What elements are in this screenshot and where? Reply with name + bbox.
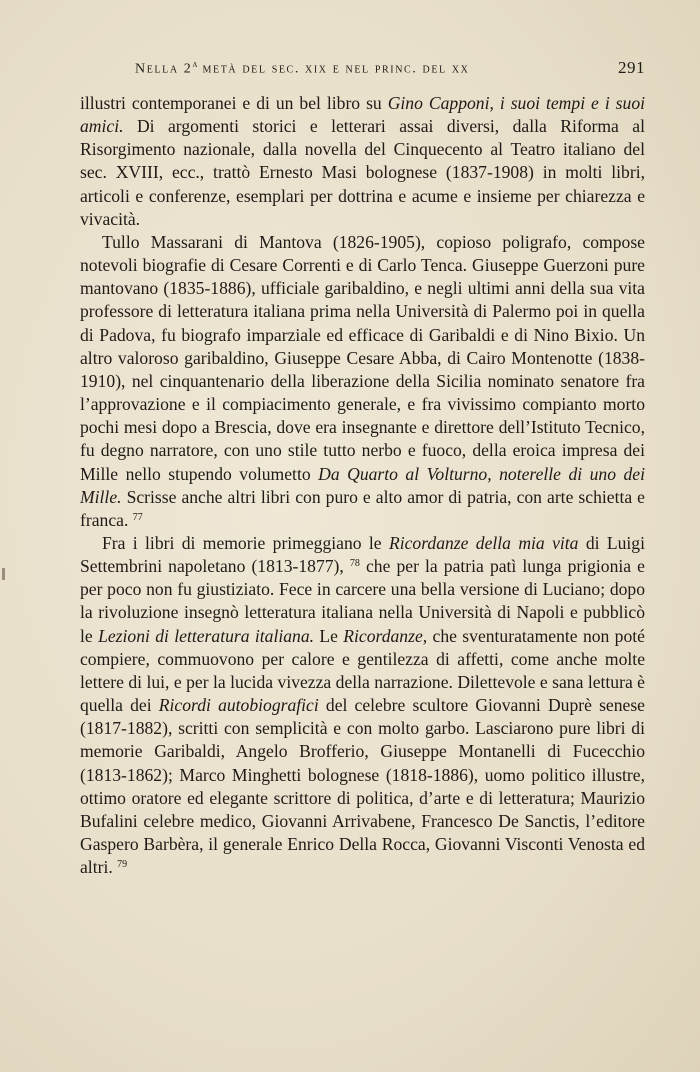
italic-title: Ricordanze, <box>343 625 428 646</box>
running-head-superscript: a <box>192 59 198 71</box>
italic-title: Ricordanze della mia vita <box>388 532 579 553</box>
paragraph <box>80 231 645 532</box>
running-head-title-part: metà del sec. xix e nel princ. del xx <box>197 62 470 77</box>
footnote-reference: 78 <box>349 558 360 570</box>
footnote-reference: 77 <box>132 511 143 523</box>
italic-title: Lezioni di letteratura italiana. <box>98 625 315 646</box>
text-run: Fra i libri di memorie primeggiano le <box>102 532 389 553</box>
text-run: di Luigi Settembrini napoletano (1813-1877), <box>80 532 645 577</box>
text-run: illustri contemporanei e di un bel libro su <box>80 93 388 113</box>
margin-mark <box>2 568 5 580</box>
italic-title: Ricordi autobiografici <box>158 695 319 716</box>
body-text <box>80 92 645 879</box>
running-head <box>80 58 645 82</box>
italic-title: Gino Capponi, i suoi tempi e i suoi amici. <box>80 93 646 137</box>
paragraph <box>80 532 645 879</box>
text-run: del celebre scultore Giovanni Duprè senese (1817-1882), scritti con semplicità e con molto garbo. Lasciarono pure libri di memorie Garibaldi, Angelo Brofferio, Giuseppe Montanelli di Fucecchio (1813-1862); Marco Minghetti bolognese (1818-1886), uomo politico illustre, ottimo oratore ed elegante scrittore di politica, d’arte e di letteratura; Maurizio Bufalini celebre medico, Giovanni Arrivabene, Francesco De Sanctis, l’editore Gaspero Barbèra, il generale Enrico Della Rocca, Giovanni Visconti Venosta ed altri. <box>80 695 645 878</box>
text-run: Tullo Massarani di Mantova (1826-1905), copioso poligrafo, compose notevoli biografie di Cesare Correnti e di Carlo Tenca. Giuseppe Guerzoni pure mantovano (1835-1886), ufficiale garibaldino, e negli ultimi anni della sua vita professore di letteratura italiana prima nella Università di Palermo poi in quella di Padova, fu biografo imparziale ed efficace di Garibaldi e di Nino Bixio. Un altro valoroso garibaldino, Giuseppe Cesare Abba, di Cairo Montenotte (1838-1910), nel cinquantenario della liberazione della Sicilia nominato senatore fra l’approvazione e il compiacimento generale, e fra vivissimo compianto morto pochi mesi dopo a Brescia, dove era insegnante e direttore dell’Istituto Tecnico, fu degno narratore, con uno stile tutto nerbo e fuoco, della eroica impresa dei Mille nello stupendo volumetto <box>80 231 645 484</box>
text-run: Di argomenti storici e letterari assai diversi, dalla Riforma al Risorgimento nazionale, dalla novella del Cinquecento al Teatro italiano del sec. XVIII, ecc., trattò Ernesto Masi bolognese (1837-1908) in molti libri, articoli e conferenze, esemplari per dottrina e acume e insieme per chiarezza e vivacità. <box>80 116 645 229</box>
italic-title: Da Quarto al Volturno, noterelle di uno dei Mille. <box>80 463 646 507</box>
paragraph <box>80 92 645 231</box>
text-run: che per la patria patì lunga prigionia e per poco non fu giustiziato. Fece in carcere una bella versione di Luciano; dopo la rivoluzione insegnò letteratura italiana nella Università di Napoli e pubblicò le <box>80 556 645 646</box>
book-page <box>80 58 645 879</box>
running-head-title <box>135 59 470 78</box>
footnote-reference: 79 <box>117 859 128 871</box>
text-run: che sventuratamente non poté compiere, commuovono per calore e gentilezza di affetti, come anche molte lettere di lui, e per la lucida vivezza della narrazione. Dilettevole e sana lettura è quella dei <box>80 625 645 716</box>
text-run: Scrisse anche altri libri con puro e alto amor di patria, con arte schietta e franca. <box>80 486 645 530</box>
text-run: Le <box>314 625 344 646</box>
page-number: 291 <box>618 58 645 77</box>
running-head-title-part: Nella 2 <box>135 62 193 77</box>
